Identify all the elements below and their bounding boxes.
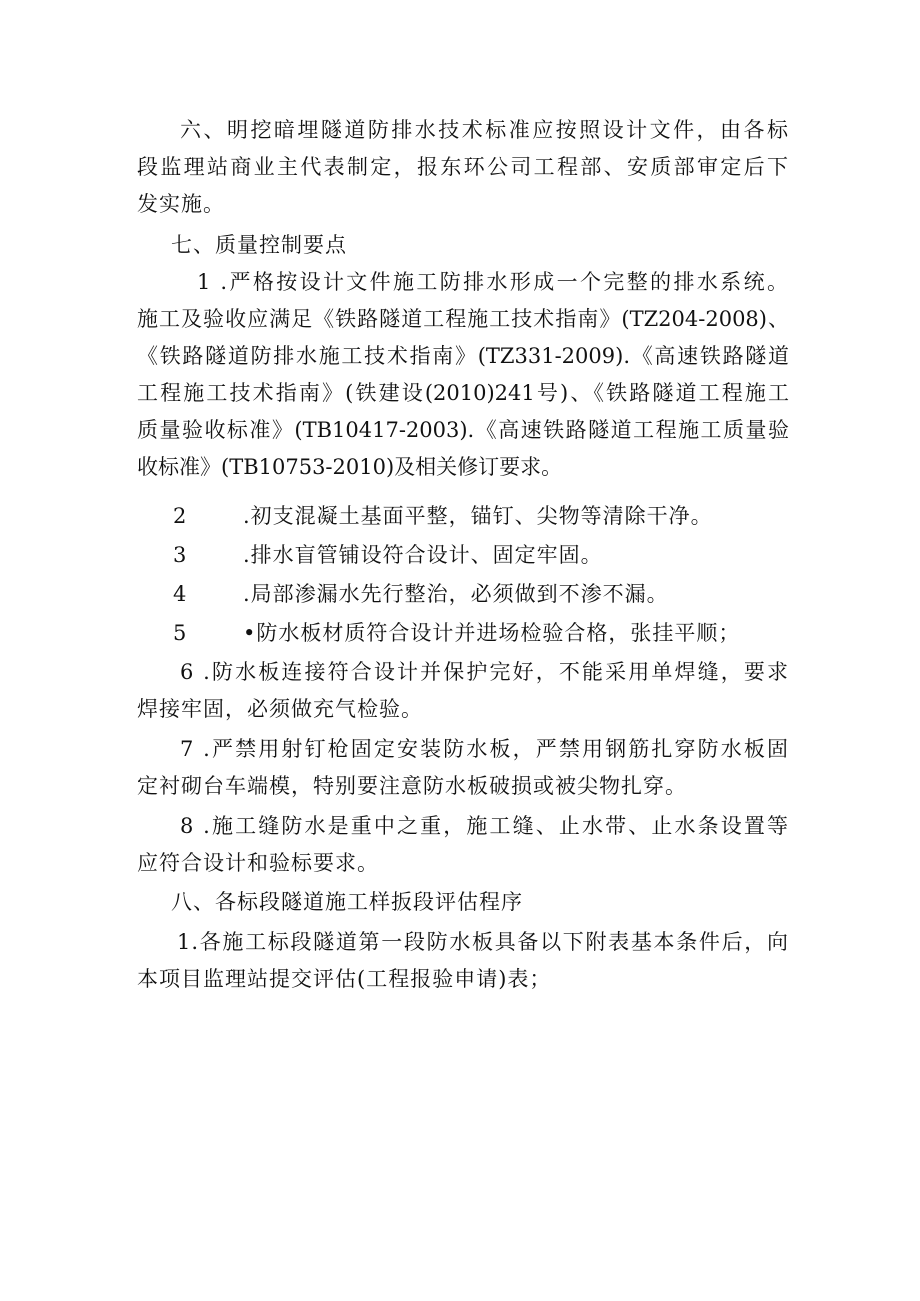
section8-item1-paragraph [137,924,789,998]
section7-item8-paragraph [137,808,789,882]
item4-number: 4 [173,582,188,606]
item4-text: .局部渗漏水先行整治，必须做到不渗不漏。 [243,582,669,606]
item8-line-2: 应符合设计和验标要求。 [137,851,379,875]
item2-text: .初支混凝土基面平整，锚钉、尖物等清除干净。 [243,504,713,528]
section7-item1-paragraph [137,264,789,486]
section6-paragraph [137,112,789,223]
section8-item1-line-2: 本项目监理站提交评估(工程报验申请)表； [137,967,552,991]
item8-line-1: 8 .施工缝防水是重中之重，施工缝、止水带、止水条设置等 [180,814,789,838]
item3-number: 3 [173,543,188,567]
item1-line-1: 1 .严格按设计文件施工防排水形成一个完整的排水系统。 [197,270,789,294]
item1-line-2: 施工及验收应满足《铁路隧道工程施工技术指南》(TZ204-2008)、 [137,307,789,331]
section8-heading-text: 八、各标段隧道施工样扳段评估程序 [171,890,523,914]
section6-line-2: 段监理站商业主代表制定，报东环公司工程部、安质部审定后下 [137,155,789,179]
item6-line-2: 焊接牢固，必须做充气检验。 [137,697,423,721]
item3-text: .排水盲管铺设符合设计、固定牢固。 [243,543,603,567]
section6-line-1: 六、明挖暗埋隧道防排水技术标准应按照设计文件，由各标 [180,118,789,142]
section7-item7-paragraph [137,731,789,805]
section8-heading [137,884,789,921]
section7-item6-paragraph [137,654,789,728]
item7-line-1: 7 .严禁用射钉枪固定安装防水板，严禁用钢筋扎穿防水板固 [180,737,789,761]
item5-number: 5 [173,621,188,645]
item1-line-6: 收标准》(TB10753-2010)及相关修订要求。 [137,455,563,479]
section8-item1-line-1: 1.各施工标段隧道第一段防水板具备以下附表基本条件后，向 [177,930,789,954]
section7-heading [137,227,789,264]
item5-text: •防水板材质符合设计并进场检验合格，张挂平顺； [243,621,741,645]
section6-line-3: 发实施。 [137,192,225,216]
item7-line-2: 定衬砌台车端模，特别要注意防水板破损或被尖物扎穿。 [137,774,687,798]
item6-line-1: 6 .防水板连接符合设计并保护完好，不能采用单焊缝，要求 [180,660,789,684]
item2-number: 2 [173,504,188,528]
item1-line-5: 质量验收标准》(TB10417-2003).《高速铁路隧道工程施工质量验 [137,418,789,442]
section7-heading-text: 七、质量控制要点 [171,233,347,257]
item1-line-4: 工程施工技术指南》(铁建设(2010)241号)、《铁路隧道工程施工 [137,381,789,405]
item1-line-3: 《铁路隧道防排水施工技术指南》(TZ331-2009).《高速铁路隧道 [137,344,789,368]
